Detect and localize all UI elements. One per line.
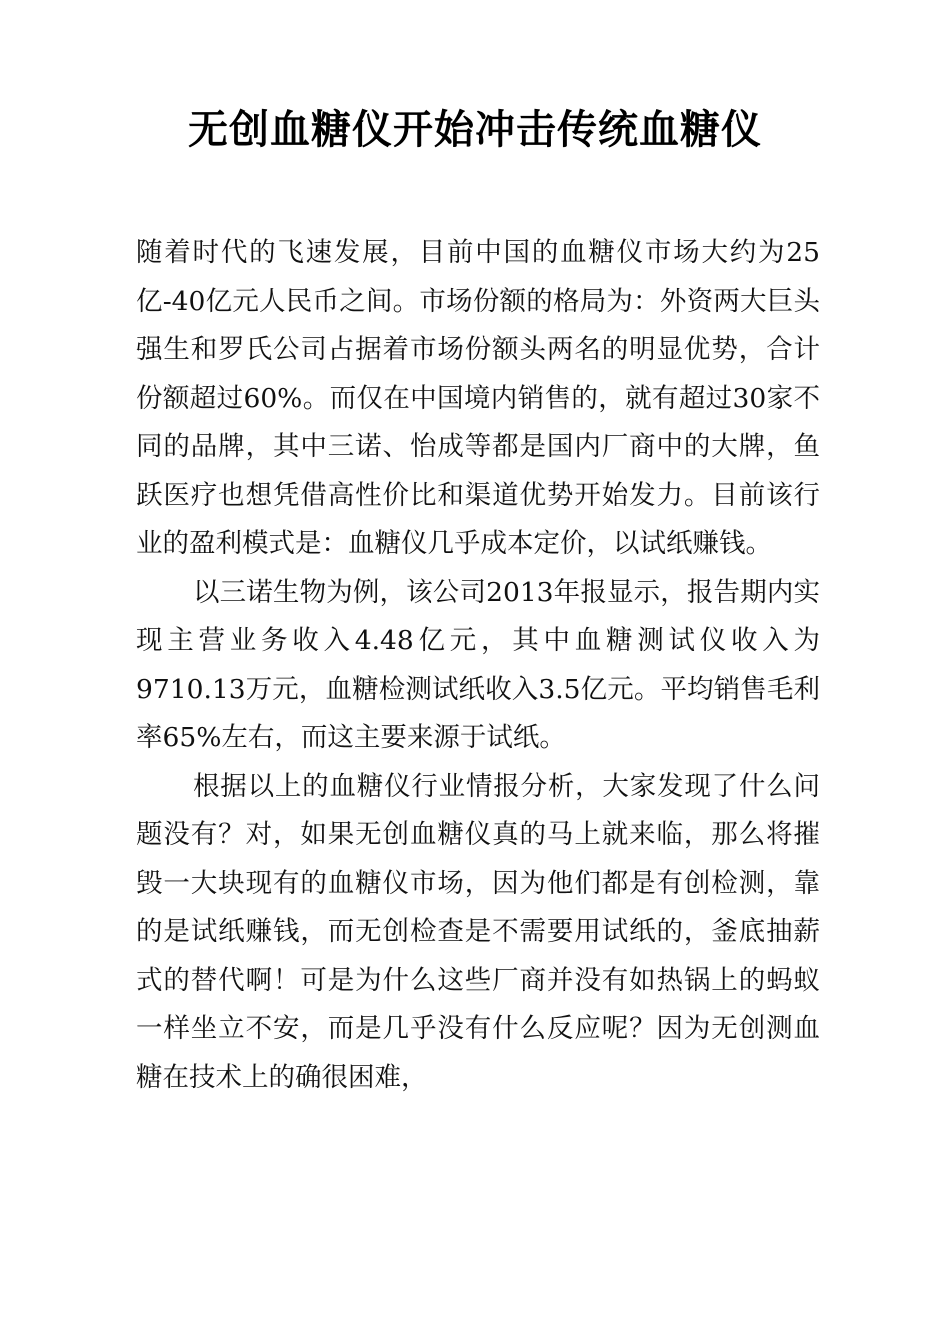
paragraph-2: 以三诺生物为例，该公司2013年报显示，报告期内实现主营业务收入4.48亿元，其中血糖测试仪收入为9710.13万元，血糖检测试纸收入3.5亿元。平均销售毛利率65%左右，而这主要来源于试纸。: [136, 576, 820, 753]
document-title: 无创血糖仪开始冲击传统血糖仪: [188, 107, 762, 153]
paragraph-3: 根据以上的血糖仪行业情报分析，大家发现了什么问题没有？对，如果无创血糖仪真的马上就来临，那么将摧毁一大块现有的血糖仪市场，因为他们都是有创检测，靠的是试纸赚钱，而无创检查是不需要用试纸的，釜底抽薪式的替代啊！可是为什么这些厂商并没有如热锅上的蚂蚁一样坐立不安，而是几乎没有什么反应呢？因为无创测血糖在技术上的确很困难，: [136, 770, 820, 1093]
document-body: [136, 229, 820, 1102]
paragraph-1: 随着时代的飞速发展，目前中国的血糖仪市场大约为25亿-40亿元人民币之间。市场份额的格局为：外资两大巨头强生和罗氏公司占据着市场份额头两名的明显优势，合计份额超过60%。而仅在中国境内销售的，就有超过30家不同的品牌，其中三诺、怡成等都是国内厂商中的大牌，鱼跃医疗也想凭借高性价比和渠道优势开始发力。目前该行业的盈利模式是：血糖仪几乎成本定价，以试纸赚钱。: [136, 237, 820, 559]
